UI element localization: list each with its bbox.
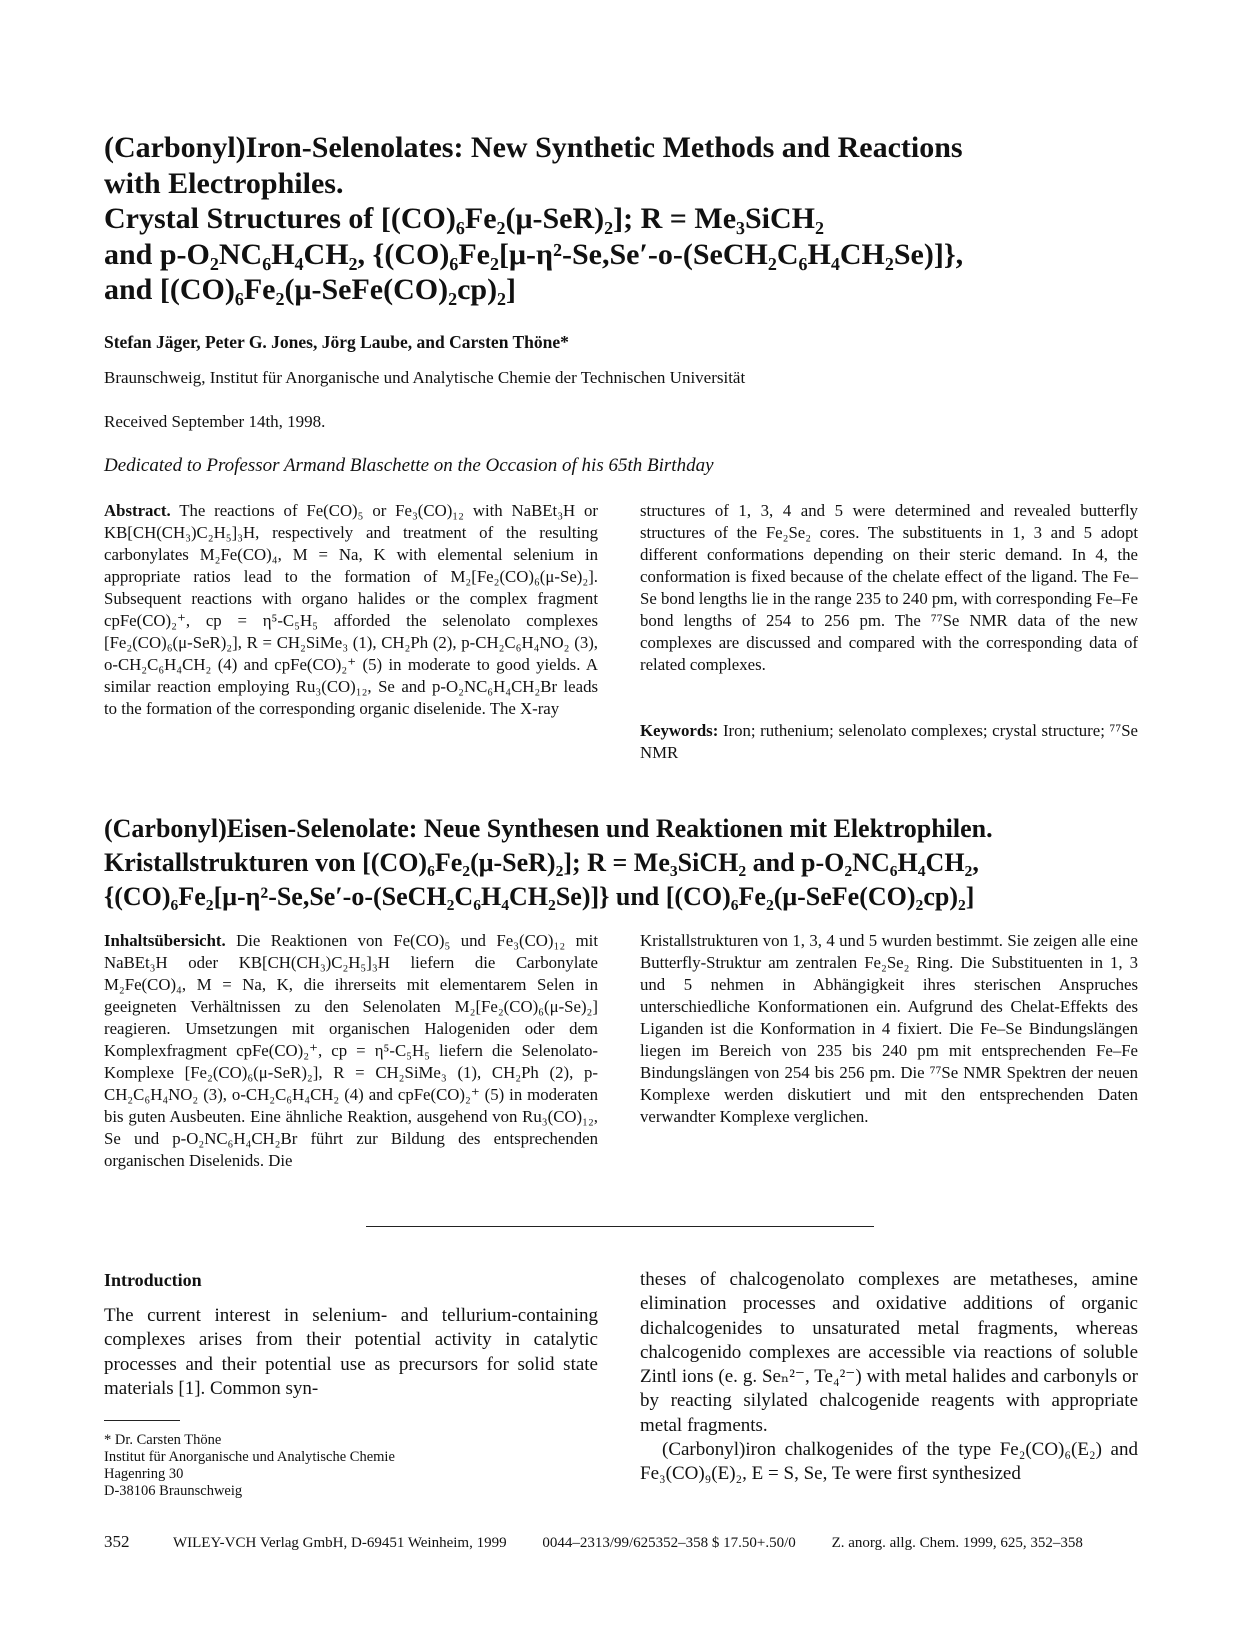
footnote-line: Institut für Anorganische und Analytische Chemie [104,1449,395,1465]
affiliation: Braunschweig, Institut für Anorganische und Analytische Chemie der Technischen Universität [104,368,746,387]
title-line: (Carbonyl)Iron-Selenolates: New Synthetic Methods and Reactions [104,131,963,164]
inhalt-right-column: Kristallstrukturen von 1, 3, 4 und 5 wurden bestimmt. Sie zeigen alle eine Butterfly-Struktur am zentralen Fe₂Se₂ Ring. Die Substituenten in 1, 3 und 5 nehmen in Abhängigkeit ihres sterischen Anspruches unterschiedliche Konformationen ein. Aufgrund des Chelat-Effekts des Liganden ist die Konformation in 4 fixiert. Die Fe–Se Bindungslängen liegen im Bereich von 235 bis 240 pm mit entsprechenden Fe–Fe Bindungslängen von 254 bis 256 pm. Die ⁷⁷Se NMR Spektren der neuen Komplexe werden diskutiert und mit den entsprechenden Daten verwandter Komplexe verglichen. [640,931,1138,1126]
title-line: Crystal Structures of [(CO)₆Fe₂(μ-SeR)₂]; R = Me₃SiCH₂ [104,202,825,235]
introduction-right-column [640,1268,1138,1487]
abstract-text-left: The reactions of Fe(CO)₅ or Fe₃(CO)₁₂ with NaBEt₃H or KB[CH(CH₃)C₂H₅]₃H, respectively and treatment of the resulting carbonylates M₂Fe(CO)₄, M = Na, K with elemental selenium in appropriate ratios lead to the formation of M₂[Fe₂(CO)₆(μ-Se)₂]. Subsequent reactions with organo halides or the complex fragment cpFe(CO)₂⁺, cp = η⁵-C₅H₅ afforded the selenolato complexes [Fe₂(CO)₆(μ-SeR)₂], R = CH₂SiMe₃ (1), CH₂Ph (2), p-CH₂C₆H₄NO₂ (3), o-CH₂C₆H₄CH₂ (4) and cpFe(CO)₂⁺ (5) in moderate to good yields. A similar reaction employing Ru₃(CO)₁₂, Se and p-O₂NC₆H₄CH₂Br leads to the formation of the corresponding organic diselenide. The X-ray [104,501,598,718]
title2-line: Kristallstrukturen von [(CO)₆Fe₂(μ-SeR)₂]; R = Me₃SiCH₂ and p-O₂NC₆H₄CH₂, [104,848,979,877]
footnote-line: D-38106 Braunschweig [104,1483,243,1499]
inhalt-label: Inhaltsübersicht. [104,931,226,950]
title2-line: {(CO)₆Fe₂[μ-η²-Se,Se′-o-(SeCH₂C₆H₄CH₂Se)]} und [(CO)₆Fe₂(μ-SeFe(CO)₂cp)₂] [104,882,975,911]
title-line: and p-O₂NC₆H₄CH₂, {(CO)₆Fe₂[μ-η²-Se,Se′-o-(SeCH₂C₆H₄CH₂Se)]}, [104,237,964,271]
publisher: WILEY-VCH Verlag GmbH, D-69451 Weinheim, 1999 [172,1535,507,1551]
received-date: Received September 14th, 1998. [104,412,326,431]
journal-citation: Z. anorg. allg. Chem. 1999, 625, 352–358 [831,1535,1083,1551]
german-title [104,812,1144,914]
footnote-line: Hagenring 30 [104,1466,184,1482]
dedication: Dedicated to Professor Armand Blaschette on the Occasion of his 65th Birthday [104,455,714,476]
intro-paragraph [640,1438,1138,1487]
abstract-label: Abstract. [104,501,171,520]
inhalt-left-column [104,930,598,1172]
keywords-label: Keywords: [640,721,719,740]
english-title [104,130,1144,308]
title-line: with Electrophiles. [104,166,344,200]
footnote-line: * Dr. Carsten Thöne [104,1432,222,1448]
author-list: Stefan Jäger, Peter G. Jones, Jörg Laube, and Carsten Thöne* [104,332,569,352]
section-divider [366,1226,874,1227]
page-footer [104,1532,1140,1552]
issn-price: 0044–2313/99/625352–358 $ 17.50+.50/0 [542,1535,796,1551]
abstract-right-column: structures of 1, 3, 4 and 5 were determined and revealed butterfly structures of the Fe₂Se₂ cores. The substituents in 1, 3 and 5 adopt different conformations depending on their steric demand. In 4, the conformation is fixed because of the chelate effect of the ligand. The Fe–Se bond lengths lie in the range 235 to 240 pm, with corresponding Fe–Fe bond lengths of 254 to 256 pm. The ⁷⁷Se NMR data of the new complexes are discussed and compared with the corresponding data of related complexes. [640,501,1138,674]
keywords-text: Iron; ruthenium; selenolato complexes; crystal structure; ⁷⁷Se NMR [640,721,1138,762]
introduction-left-column: The current interest in selenium- and tellurium-containing complexes arises from their potential activity in catalytic processes and their potential use as precursors for solid state materials [1]. Common syn- [104,1305,598,1399]
intro-paragraph: theses of chalcogenolato complexes are metatheses, amine elimination processes and oxidative additions of organic dichalcogenides to unsaturated metal fragments, whereas chalcogenido complexes are accessible via reactions of soluble Zintl ions (e. g. Seₙ²⁻, Te₄²⁻) with metal halides and carbonyls or by reacting silylated chalcogenide reagents with appropriate metal fragments. [640,1269,1138,1436]
title-line: and [(CO)₆Fe₂(μ-SeFe(CO)₂cp)₂] [104,273,517,306]
keywords [640,720,1138,764]
inhalt-text-left: Die Reaktionen von Fe(CO)₅ und Fe₃(CO)₁₂ mit NaBEt₃H oder KB[CH(CH₃)C₂H₅]₃H liefern die Carbonylate M₂Fe(CO)₄, M = Na, K, die ihrerseits mit elementarem Selen in geeigneten Verhältnissen zu den Selenolaten M₂[Fe₂(CO)₆(μ-Se)₂] reagieren. Umsetzungen mit organischen Halogeniden oder dem Komplexfragment cpFe(CO)₂⁺, cp = η⁵-C₅H₅ liefern die Selenolato-Komplexe [Fe₂(CO)₆(μ-SeR)₂], R = CH₂SiMe₃ (1), CH₂Ph (2), p-CH₂C₆H₄NO₂ (3), o-CH₂C₆H₄CH₂ (4) and cpFe(CO)₂⁺ (5) in moderaten bis guten Ausbeuten. Eine ähnliche Reaktion, ausgehend von Ru₃(CO)₁₂, Se und p-O₂NC₆H₄CH₂Br führt zur Bildung des entsprechenden organischen Diselenids. Die [104,931,598,1170]
abstract-left-column [104,500,598,720]
page-number: 352 [104,1532,130,1551]
intro-paragraph-text: (Carbonyl)iron chalkogenides of the type Fe₂(CO)₆(E₂) and Fe₃(CO)₉(E)₂, E = S, Se, Te were first synthesized [640,1439,1138,1485]
introduction-heading: Introduction [104,1270,202,1290]
footnote-divider [104,1420,180,1421]
correspondence-footnote [104,1432,395,1500]
title2-line: (Carbonyl)Eisen-Selenolate: Neue Synthesen und Reaktionen mit Elektrophilen. [104,814,993,843]
